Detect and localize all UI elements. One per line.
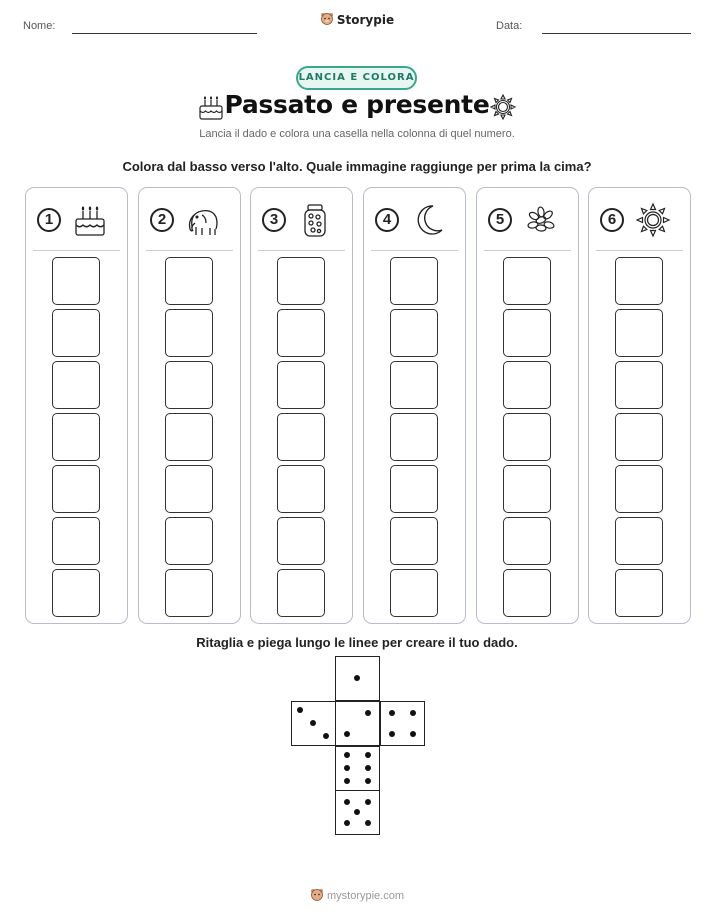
dice-pip <box>354 809 360 815</box>
dice-pip <box>389 710 395 716</box>
dice-pip <box>410 731 416 737</box>
footer-url[interactable]: mystorypie.com <box>326 890 405 902</box>
column-2 <box>138 187 241 624</box>
color-box[interactable] <box>503 517 551 565</box>
sun-icon <box>488 92 518 122</box>
dice-face-2 <box>335 701 380 746</box>
dice-pip <box>410 710 416 716</box>
color-box[interactable] <box>615 465 663 513</box>
color-box[interactable] <box>503 569 551 617</box>
color-box[interactable] <box>503 309 551 357</box>
color-box[interactable] <box>390 309 438 357</box>
dice-pip <box>297 707 303 713</box>
dice-pip <box>344 778 350 784</box>
column-number: 6 <box>600 208 624 232</box>
dice-pip <box>344 799 350 805</box>
color-box[interactable] <box>165 361 213 409</box>
color-box[interactable] <box>165 257 213 305</box>
color-box[interactable] <box>277 309 325 357</box>
column-number: 5 <box>488 208 512 232</box>
color-box[interactable] <box>390 569 438 617</box>
column-number: 4 <box>375 208 399 232</box>
moon-icon <box>409 201 447 239</box>
dice-pip <box>323 733 329 739</box>
mammoth-icon <box>184 201 222 239</box>
color-box[interactable] <box>165 569 213 617</box>
dice-pip <box>365 799 371 805</box>
color-box[interactable] <box>615 257 663 305</box>
color-box[interactable] <box>165 413 213 461</box>
color-box[interactable] <box>165 517 213 565</box>
color-box[interactable] <box>390 361 438 409</box>
color-box[interactable] <box>503 257 551 305</box>
date-label: Data: <box>496 20 523 32</box>
color-box[interactable] <box>615 569 663 617</box>
color-box[interactable] <box>615 309 663 357</box>
color-box[interactable] <box>52 257 100 305</box>
seeds-icon <box>522 201 560 239</box>
jar-icon <box>296 201 334 239</box>
color-box[interactable] <box>165 465 213 513</box>
bear-logo-icon <box>310 888 324 902</box>
color-box[interactable] <box>52 413 100 461</box>
column-5 <box>476 187 579 624</box>
color-box[interactable] <box>390 413 438 461</box>
column-divider <box>258 250 345 251</box>
color-box[interactable] <box>390 517 438 565</box>
dice-pip <box>365 710 371 716</box>
color-box[interactable] <box>503 413 551 461</box>
dice-face-6 <box>335 746 380 791</box>
color-box[interactable] <box>52 569 100 617</box>
column-6 <box>588 187 691 624</box>
color-box[interactable] <box>277 569 325 617</box>
color-box[interactable] <box>615 361 663 409</box>
column-number: 3 <box>262 208 286 232</box>
column-divider <box>484 250 571 251</box>
color-box[interactable] <box>277 413 325 461</box>
sun-icon <box>634 201 672 239</box>
column-number: 1 <box>37 208 61 232</box>
color-box[interactable] <box>277 361 325 409</box>
dice-pip <box>344 752 350 758</box>
bear-logo-icon <box>320 12 334 26</box>
column-divider <box>596 250 683 251</box>
column-divider <box>371 250 458 251</box>
activity-badge: LANCIA E COLORA <box>296 66 417 90</box>
color-box[interactable] <box>615 517 663 565</box>
color-box[interactable] <box>277 465 325 513</box>
birthday-cake-icon <box>71 201 109 239</box>
dice-pip <box>344 820 350 826</box>
dice-pip <box>365 820 371 826</box>
color-box[interactable] <box>277 517 325 565</box>
dice-face-4 <box>380 701 425 746</box>
color-box[interactable] <box>390 465 438 513</box>
dice-instruction: Ritaglia e piega lungo le linee per creare il tuo dado. <box>196 635 518 650</box>
dice-pip <box>365 765 371 771</box>
dice-face-1 <box>335 656 380 701</box>
dice-pip <box>365 752 371 758</box>
color-box[interactable] <box>52 361 100 409</box>
page-subtitle: Lancia il dado e colora una casella nella colonna di quel numero. <box>199 128 515 140</box>
instruction-text: Colora dal basso verso l'alto. Quale immagine raggiunge per prima la cima? <box>122 159 592 174</box>
column-number: 2 <box>150 208 174 232</box>
dice-pip <box>354 675 360 681</box>
name-line[interactable] <box>72 33 257 34</box>
color-box[interactable] <box>165 309 213 357</box>
color-box[interactable] <box>52 309 100 357</box>
column-divider <box>146 250 233 251</box>
date-line[interactable] <box>542 33 691 34</box>
footer <box>0 888 714 902</box>
color-box[interactable] <box>503 361 551 409</box>
dice-face-3 <box>291 701 336 746</box>
dice-pip <box>310 720 316 726</box>
column-1 <box>25 187 128 624</box>
column-4 <box>363 187 466 624</box>
column-3 <box>250 187 353 624</box>
color-box[interactable] <box>615 413 663 461</box>
name-label: Nome: <box>23 20 56 32</box>
brand-logo <box>0 12 714 27</box>
color-box[interactable] <box>390 257 438 305</box>
column-divider <box>33 250 120 251</box>
dice-pip <box>389 731 395 737</box>
color-box[interactable] <box>277 257 325 305</box>
page-title: Passato e presente <box>224 90 490 119</box>
color-box[interactable] <box>503 465 551 513</box>
dice-face-5 <box>335 790 380 835</box>
color-box[interactable] <box>52 465 100 513</box>
color-box[interactable] <box>52 517 100 565</box>
brand-name: Storypie <box>336 13 395 27</box>
dice-pip <box>344 765 350 771</box>
dice-pip <box>365 778 371 784</box>
dice-pip <box>344 731 350 737</box>
